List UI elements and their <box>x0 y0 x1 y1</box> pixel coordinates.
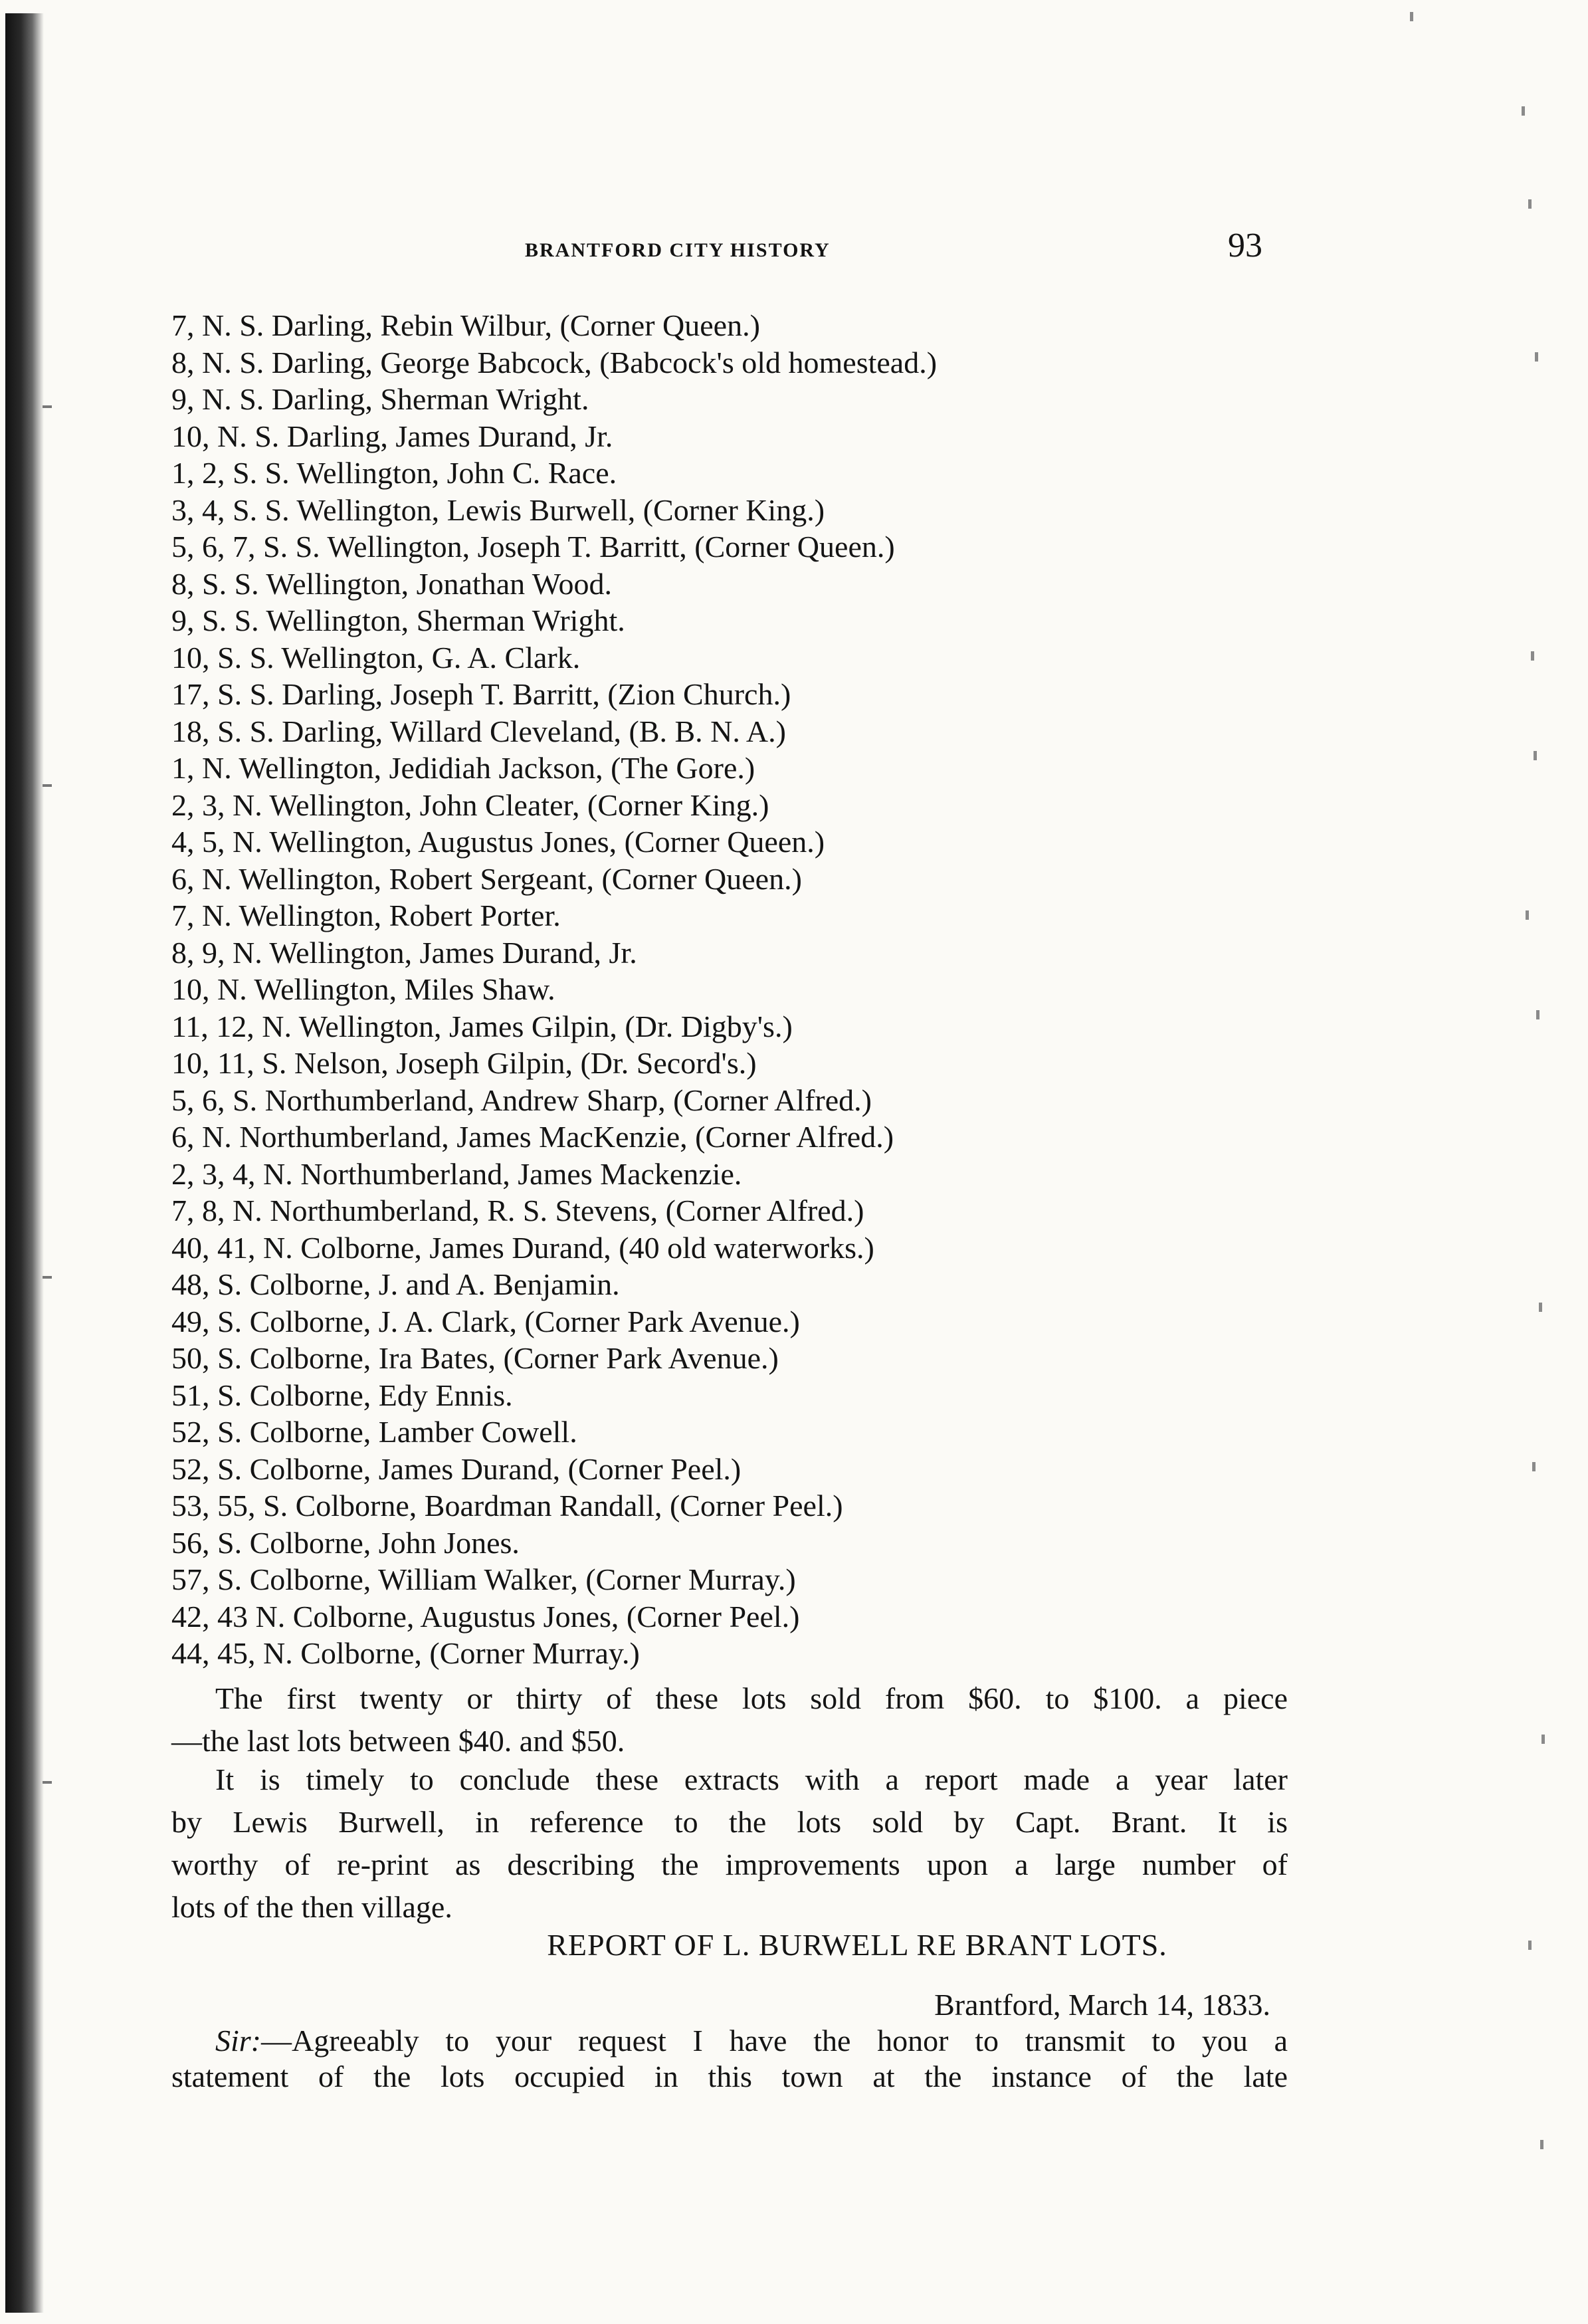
lot-entry: 48, S. Colborne, J. and A. Benjamin. <box>171 1267 620 1301</box>
text-line: by Lewis Burwell, in reference to the lots sold by Capt. Brant. It is <box>171 1805 1288 1839</box>
lot-entry: 1, N. Wellington, Jedidiah Jackson, (The Gore.) <box>171 751 755 785</box>
lot-entry: 5, 6, S. Northumberland, Andrew Sharp, (Corner Alfred.) <box>171 1083 872 1117</box>
lot-entry: 10, N. S. Darling, James Durand, Jr. <box>171 419 613 453</box>
lot-entry: 51, S. Colborne, Edy Ennis. <box>171 1378 513 1412</box>
lot-entry: 17, S. S. Darling, Joseph T. Barritt, (Zion Church.) <box>171 677 791 711</box>
scan-speck <box>1532 1462 1536 1471</box>
text-line: lots of the then village. <box>171 1890 452 1924</box>
text-line: It is timely to conclude these extracts with a report made a year later <box>215 1762 1288 1796</box>
lot-entry: 50, S. Colborne, Ira Bates, (Corner Park Avenue.) <box>171 1341 779 1375</box>
lot-entry: 2, 3, N. Wellington, John Cleater, (Corner King.) <box>171 788 769 822</box>
page-binding-shadow <box>5 13 44 2313</box>
paragraph-report-intro-cont <box>171 1801 1288 1844</box>
page-number: 93 <box>1228 227 1262 264</box>
paragraph-report-intro-end <box>171 1844 1288 1929</box>
lot-entry: 9, S. S. Wellington, Sherman Wright. <box>171 603 625 637</box>
lot-entry: 40, 41, N. Colborne, James Durand, (40 old waterworks.) <box>171 1230 874 1265</box>
lot-entry: 56, S. Colborne, John Jones. <box>171 1525 520 1560</box>
lot-entry: 7, 8, N. Northumberland, R. S. Stevens, (Corner Alfred.) <box>171 1194 864 1227</box>
letter-text: —Agreeably to your request I have the honor to transmit to you a <box>261 2024 1288 2058</box>
lot-entry: 6, N. Wellington, Robert Sergeant, (Corner Queen.) <box>171 861 802 896</box>
lot-entry: 18, S. S. Darling, Willard Cleveland, (B. B. N. A.) <box>171 714 786 748</box>
lot-entry: 6, N. Northumberland, James MacKenzie, (Corner Alfred.) <box>171 1120 894 1154</box>
lot-entry: 52, S. Colborne, James Durand, (Corner Peel.) <box>171 1451 742 1486</box>
lot-entry: 5, 6, 7, S. S. Wellington, Joseph T. Barritt, (Corner Queen.) <box>171 530 895 564</box>
scan-speck <box>1535 352 1538 362</box>
text-line: The first twenty or thirty of these lots sold from $60. to $100. a piece <box>215 1681 1288 1715</box>
scan-speck <box>43 405 52 408</box>
scan-speck <box>43 784 52 787</box>
scan-speck <box>1536 1010 1539 1019</box>
text-line: worthy of re-print as describing the improvements upon a large number of <box>171 1848 1288 1881</box>
scan-speck <box>43 1781 52 1784</box>
scan-speck <box>1531 651 1534 661</box>
lot-entry: 7, N. Wellington, Robert Porter. <box>171 898 561 932</box>
scan-speck <box>1528 199 1532 209</box>
text-line <box>171 2023 1288 2059</box>
scan-speck <box>1541 1735 1545 1744</box>
lot-entry: 49, S. Colborne, J. A. Clark, (Corner Park Avenue.) <box>171 1304 800 1338</box>
scan-speck <box>1522 106 1525 116</box>
lot-entry: 4, 5, N. Wellington, Augustus Jones, (Corner Queen.) <box>171 825 825 859</box>
paragraph-prices <box>171 1677 1288 1762</box>
lot-entry: 9, N. S. Darling, Sherman Wright. <box>171 382 589 416</box>
lot-entry: 44, 45, N. Colborne, (Corner Murray.) <box>171 1636 640 1670</box>
scan-speck <box>1534 751 1537 760</box>
lot-entry: 1, 2, S. S. Wellington, John C. Race. <box>171 456 617 490</box>
running-head: BRANTFORD CITY HISTORY <box>525 239 831 261</box>
lot-entry: 57, S. Colborne, William Walker, (Corner Murray.) <box>171 1562 796 1596</box>
report-letter <box>171 2023 1288 2095</box>
paragraph-report-intro <box>171 1758 1288 1801</box>
lot-entry: 2, 3, 4, N. Northumberland, James Mackenzie. <box>171 1156 742 1191</box>
lot-entry: 7, N. S. Darling, Rebin Wilbur, (Corner Queen.) <box>171 308 760 342</box>
scan-speck <box>1540 2140 1543 2149</box>
scan-speck <box>43 1276 52 1279</box>
salutation: Sir: <box>215 2024 261 2058</box>
page-header <box>173 226 1262 266</box>
lot-entry: 8, N. S. Darling, George Babcock, (Babcock's old homestead.) <box>171 345 938 379</box>
lot-entry: 10, 11, S. Nelson, Joseph Gilpin, (Dr. Secord's.) <box>171 1046 757 1080</box>
scan-speck <box>1526 910 1529 920</box>
report-dateline: Brantford, March 14, 1833. <box>934 1988 1270 2022</box>
lot-entry: 8, 9, N. Wellington, James Durand, Jr. <box>171 935 637 970</box>
lot-entry: 42, 43 N. Colborne, Augustus Jones, (Corner Peel.) <box>171 1599 800 1634</box>
lot-entry: 8, S. S. Wellington, Jonathan Wood. <box>171 566 613 601</box>
lot-entry: 11, 12, N. Wellington, James Gilpin, (Dr. Digby's.) <box>171 1009 793 1043</box>
report-heading: REPORT OF L. BURWELL RE BRANT LOTS. <box>547 1928 1167 1962</box>
scan-speck <box>1410 12 1413 21</box>
scan-speck <box>1539 1303 1542 1312</box>
lot-entry: 3, 4, S. S. Wellington, Lewis Burwell, (Corner King.) <box>171 492 825 527</box>
lot-entry: 52, S. Colborne, Lamber Cowell. <box>171 1415 577 1449</box>
lot-entry: 10, S. S. Wellington, G. A. Clark. <box>171 640 581 675</box>
lot-list <box>171 307 1288 1672</box>
lot-entry: 53, 55, S. Colborne, Boardman Randall, (Corner Peel.) <box>171 1489 843 1523</box>
lot-entry: 10, N. Wellington, Miles Shaw. <box>171 972 555 1006</box>
text-line: —the last lots between $40. and $50. <box>171 1724 625 1758</box>
text-line: statement of the lots occupied in this town at the instance of the late <box>171 2060 1288 2093</box>
